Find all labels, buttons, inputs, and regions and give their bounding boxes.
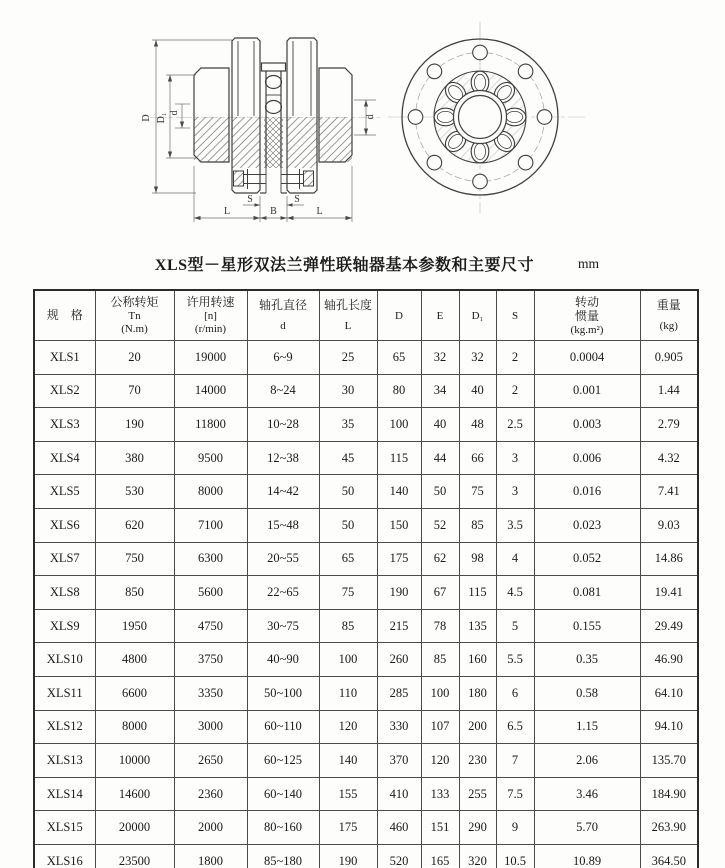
value-cell: 62 <box>421 542 459 576</box>
spec-cell: XLS6 <box>34 508 95 542</box>
value-cell: 29.49 <box>640 609 698 643</box>
value-cell: 65 <box>377 341 421 375</box>
value-cell: 11800 <box>174 408 247 442</box>
value-cell: 10000 <box>95 744 174 778</box>
column-header-line: L <box>344 320 352 332</box>
value-cell: 4.5 <box>496 576 534 610</box>
value-cell: 2000 <box>174 811 247 845</box>
value-cell: 75 <box>319 576 377 610</box>
value-cell: 60~125 <box>247 744 319 778</box>
value-cell: 1800 <box>174 844 247 868</box>
table-row <box>34 844 698 868</box>
value-cell: 120 <box>319 710 377 744</box>
value-cell: 32 <box>421 341 459 375</box>
spec-cell: XLS8 <box>34 576 95 610</box>
value-cell: 85~180 <box>247 844 319 868</box>
value-cell: 0.081 <box>534 576 640 610</box>
value-cell: 4750 <box>174 609 247 643</box>
value-cell: 3.46 <box>534 777 640 811</box>
value-cell: 370 <box>377 744 421 778</box>
value-cell: 7.41 <box>640 475 698 509</box>
dim-label-d-left: d <box>169 110 180 116</box>
value-cell: 19000 <box>174 341 247 375</box>
value-cell: 165 <box>421 844 459 868</box>
value-cell: 45 <box>319 441 377 475</box>
value-cell: 46.90 <box>640 643 698 677</box>
spec-cell: XLS11 <box>34 676 95 710</box>
dim-label-L-left: L <box>223 206 231 217</box>
value-cell: 9 <box>496 811 534 845</box>
value-cell: 3750 <box>174 643 247 677</box>
value-cell: 78 <box>421 609 459 643</box>
dim-label-D: D <box>141 114 152 122</box>
column-header-D <box>377 290 421 341</box>
technical-drawing <box>0 0 725 248</box>
column-header-line: (r/min) <box>194 323 227 335</box>
value-cell: 255 <box>459 777 496 811</box>
value-cell: 52 <box>421 508 459 542</box>
value-cell: 8000 <box>95 710 174 744</box>
value-cell: 260 <box>377 643 421 677</box>
column-header-E <box>421 290 459 341</box>
value-cell: 67 <box>421 576 459 610</box>
value-cell: 50 <box>421 475 459 509</box>
value-cell: 410 <box>377 777 421 811</box>
value-cell: 263.90 <box>640 811 698 845</box>
value-cell: 8~24 <box>247 374 319 408</box>
spec-cell: XLS14 <box>34 777 95 811</box>
value-cell: 6 <box>496 676 534 710</box>
value-cell: 7100 <box>174 508 247 542</box>
column-header-line: 轴孔直径 <box>258 298 307 312</box>
value-cell: 115 <box>459 576 496 610</box>
value-cell: 100 <box>421 676 459 710</box>
value-cell: 5 <box>496 609 534 643</box>
value-cell: 160 <box>459 643 496 677</box>
value-cell: 135.70 <box>640 744 698 778</box>
value-cell: 64.10 <box>640 676 698 710</box>
value-cell: 4800 <box>95 643 174 677</box>
page-title: XLS型－星形双法兰弹性联轴器基本参数和主要尺寸 <box>154 257 535 274</box>
value-cell: 60~140 <box>247 777 319 811</box>
table-body <box>34 341 698 868</box>
value-cell: 7 <box>496 744 534 778</box>
value-cell: 3 <box>496 475 534 509</box>
value-cell: 0.023 <box>534 508 640 542</box>
value-cell: 9.03 <box>640 508 698 542</box>
value-cell: 320 <box>459 844 496 868</box>
flange-bolt-right <box>281 169 314 189</box>
value-cell: 14~42 <box>247 475 319 509</box>
value-cell: 50 <box>319 508 377 542</box>
value-cell: 2.06 <box>534 744 640 778</box>
value-cell: 140 <box>377 475 421 509</box>
column-header-weight <box>640 290 698 341</box>
value-cell: 230 <box>459 744 496 778</box>
dim-label-B: B <box>270 206 277 217</box>
value-cell: 190 <box>95 408 174 442</box>
value-cell: 10~28 <box>247 408 319 442</box>
value-cell: 44 <box>421 441 459 475</box>
value-cell: 0.016 <box>534 475 640 509</box>
spec-cell: XLS13 <box>34 744 95 778</box>
value-cell: 155 <box>319 777 377 811</box>
value-cell: 133 <box>421 777 459 811</box>
value-cell: 0.35 <box>534 643 640 677</box>
value-cell: 180 <box>459 676 496 710</box>
spec-cell: XLS5 <box>34 475 95 509</box>
table-row <box>34 441 698 475</box>
column-header-line: E <box>436 309 444 322</box>
value-cell: 66 <box>459 441 496 475</box>
value-cell: 34 <box>421 374 459 408</box>
value-cell: 120 <box>421 744 459 778</box>
value-cell: 1950 <box>95 609 174 643</box>
value-cell: 12~38 <box>247 441 319 475</box>
value-cell: 6.5 <box>496 710 534 744</box>
column-header-line: d <box>280 320 286 332</box>
value-cell: 94.10 <box>640 710 698 744</box>
value-cell: 520 <box>377 844 421 868</box>
value-cell: 135 <box>459 609 496 643</box>
table-row <box>34 542 698 576</box>
value-cell: 5600 <box>174 576 247 610</box>
value-cell: 1.44 <box>640 374 698 408</box>
spec-cell: XLS12 <box>34 710 95 744</box>
value-cell: 7.5 <box>496 777 534 811</box>
value-cell: 65 <box>319 542 377 576</box>
value-cell: 25 <box>319 341 377 375</box>
value-cell: 364.50 <box>640 844 698 868</box>
dim-label-D1: D₁ <box>156 112 167 124</box>
value-cell: 100 <box>319 643 377 677</box>
column-header-line: D₁ <box>471 309 484 322</box>
value-cell: 10.5 <box>496 844 534 868</box>
value-cell: 150 <box>377 508 421 542</box>
value-cell: 2 <box>496 341 534 375</box>
value-cell: 48 <box>459 408 496 442</box>
column-header-bore_length <box>319 290 377 341</box>
parameter-table <box>33 289 699 868</box>
table-row <box>34 374 698 408</box>
value-cell: 200 <box>459 710 496 744</box>
value-cell: 14.86 <box>640 542 698 576</box>
column-header-line: (kg.m²) <box>570 323 604 336</box>
spec-cell: XLS7 <box>34 542 95 576</box>
value-cell: 0.052 <box>534 542 640 576</box>
value-cell: 2650 <box>174 744 247 778</box>
value-cell: 50~100 <box>247 676 319 710</box>
value-cell: 14600 <box>95 777 174 811</box>
value-cell: 460 <box>377 811 421 845</box>
column-header-line: 轴孔长度 <box>323 298 372 312</box>
value-cell: 80~160 <box>247 811 319 845</box>
column-header-S <box>496 290 534 341</box>
value-cell: 2360 <box>174 777 247 811</box>
value-cell: 40~90 <box>247 643 319 677</box>
spec-cell: XLS15 <box>34 811 95 845</box>
column-header-line: D <box>395 309 403 322</box>
column-header-nominal_torque <box>95 290 174 341</box>
column-header-line: 重量 <box>656 298 681 312</box>
value-cell: 2 <box>496 374 534 408</box>
value-cell: 23500 <box>95 844 174 868</box>
table-row <box>34 811 698 845</box>
value-cell: 620 <box>95 508 174 542</box>
flange-disc-right <box>287 38 317 193</box>
value-cell: 35 <box>319 408 377 442</box>
value-cell: 530 <box>95 475 174 509</box>
value-cell: 0.003 <box>534 408 640 442</box>
value-cell: 3350 <box>174 676 247 710</box>
value-cell: 98 <box>459 542 496 576</box>
value-cell: 140 <box>319 744 377 778</box>
value-cell: 80 <box>377 374 421 408</box>
value-cell: 8000 <box>174 475 247 509</box>
value-cell: 0.905 <box>640 341 698 375</box>
value-cell: 184.90 <box>640 777 698 811</box>
value-cell: 20000 <box>95 811 174 845</box>
unit-label: mm <box>578 256 600 271</box>
value-cell: 70 <box>95 374 174 408</box>
spec-cell: XLS9 <box>34 609 95 643</box>
value-cell: 750 <box>95 542 174 576</box>
spec-cell: XLS2 <box>34 374 95 408</box>
column-header-line: (N.m) <box>121 323 148 335</box>
column-header-line: 公称转矩 <box>110 295 159 309</box>
value-cell: 30~75 <box>247 609 319 643</box>
center-bore <box>459 96 502 139</box>
column-header-D1 <box>459 290 496 341</box>
value-cell: 151 <box>421 811 459 845</box>
value-cell: 0.0004 <box>534 341 640 375</box>
table-row <box>34 643 698 677</box>
column-header-rotary_inertia <box>534 290 640 341</box>
flange-disc-left <box>232 38 260 193</box>
dim-label-S-right: S <box>294 194 300 205</box>
value-cell: 20 <box>95 341 174 375</box>
value-cell: 50 <box>319 475 377 509</box>
value-cell: 290 <box>459 811 496 845</box>
dim-label-S-left: S <box>247 194 253 205</box>
value-cell: 3 <box>496 441 534 475</box>
table-row <box>34 408 698 442</box>
value-cell: 15~48 <box>247 508 319 542</box>
value-cell: 85 <box>459 508 496 542</box>
value-cell: 5.5 <box>496 643 534 677</box>
value-cell: 110 <box>319 676 377 710</box>
value-cell: 2.5 <box>496 408 534 442</box>
value-cell: 107 <box>421 710 459 744</box>
table-row <box>34 508 698 542</box>
value-cell: 5.70 <box>534 811 640 845</box>
value-cell: 0.001 <box>534 374 640 408</box>
column-header-spec <box>34 290 95 341</box>
value-cell: 380 <box>95 441 174 475</box>
value-cell: 60~110 <box>247 710 319 744</box>
table-row <box>34 609 698 643</box>
value-cell: 40 <box>459 374 496 408</box>
value-cell: 190 <box>377 576 421 610</box>
value-cell: 85 <box>319 609 377 643</box>
value-cell: 175 <box>377 542 421 576</box>
column-header-line: S <box>511 309 519 322</box>
value-cell: 4 <box>496 542 534 576</box>
value-cell: 85 <box>421 643 459 677</box>
column-header-line: 惯量 <box>574 308 599 323</box>
spec-cell: XLS10 <box>34 643 95 677</box>
value-cell: 3.5 <box>496 508 534 542</box>
value-cell: 6300 <box>174 542 247 576</box>
value-cell: 330 <box>377 710 421 744</box>
table-row <box>34 710 698 744</box>
value-cell: 75 <box>459 475 496 509</box>
column-header-line: 规 格 <box>46 308 83 322</box>
column-header-allowable_speed <box>174 290 247 341</box>
spec-cell: XLS3 <box>34 408 95 442</box>
value-cell: 40 <box>421 408 459 442</box>
value-cell: 2.79 <box>640 408 698 442</box>
front-view <box>388 22 585 213</box>
value-cell: 14000 <box>174 374 247 408</box>
value-cell: 100 <box>377 408 421 442</box>
value-cell: 30 <box>319 374 377 408</box>
column-header-line: 许用转速 <box>186 295 235 309</box>
spec-cell: XLS16 <box>34 844 95 868</box>
column-header-bore_diameter <box>247 290 319 341</box>
value-cell: 6~9 <box>247 341 319 375</box>
value-cell: 850 <box>95 576 174 610</box>
value-cell: 3000 <box>174 710 247 744</box>
value-cell: 0.155 <box>534 609 640 643</box>
value-cell: 20~55 <box>247 542 319 576</box>
table-row <box>34 475 698 509</box>
table-row <box>34 676 698 710</box>
value-cell: 22~65 <box>247 576 319 610</box>
column-header-line: 转动 <box>574 294 599 309</box>
column-header-line: [n] <box>204 310 217 322</box>
value-cell: 32 <box>459 341 496 375</box>
column-header-line: Tn <box>128 310 141 322</box>
column-header-line: (kg) <box>659 320 678 332</box>
flange-bolt-left <box>234 169 267 189</box>
table-row <box>34 341 698 375</box>
value-cell: 215 <box>377 609 421 643</box>
table-row <box>34 777 698 811</box>
table-row <box>34 576 698 610</box>
section-view <box>141 38 380 222</box>
value-cell: 6600 <box>95 676 174 710</box>
value-cell: 175 <box>319 811 377 845</box>
value-cell: 1.15 <box>534 710 640 744</box>
value-cell: 4.32 <box>640 441 698 475</box>
dim-label-L-right: L <box>316 206 323 217</box>
value-cell: 19.41 <box>640 576 698 610</box>
value-cell: 0.006 <box>534 441 640 475</box>
table-header-row <box>34 290 698 341</box>
value-cell: 285 <box>377 676 421 710</box>
spec-cell: XLS1 <box>34 341 95 375</box>
value-cell: 115 <box>377 441 421 475</box>
value-cell: 0.58 <box>534 676 640 710</box>
value-cell: 10.89 <box>534 844 640 868</box>
value-cell: 190 <box>319 844 377 868</box>
dim-label-d-right: d <box>365 114 376 120</box>
table-row <box>34 744 698 778</box>
spec-cell: XLS4 <box>34 441 95 475</box>
value-cell: 9500 <box>174 441 247 475</box>
